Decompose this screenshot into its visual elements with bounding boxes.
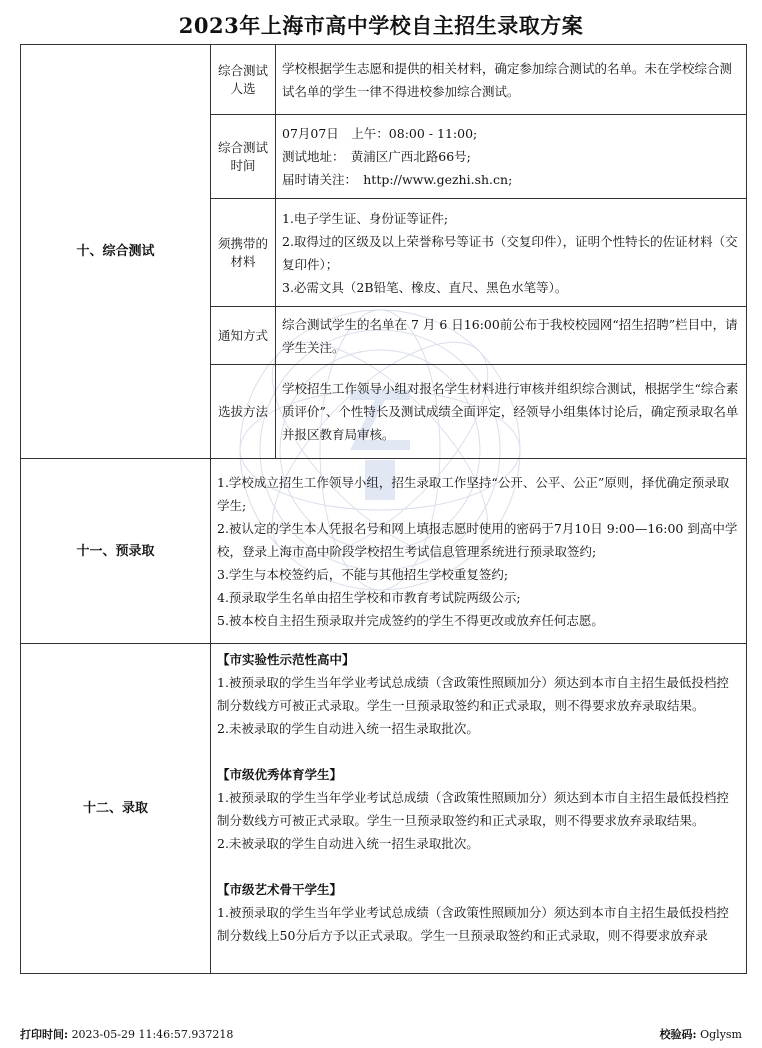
text-line: 届时请关注： http://www.gezhi.sh.cn;	[282, 172, 513, 187]
row-content-test-time	[276, 115, 747, 199]
row-label-test-time: 综合测试时间	[211, 115, 276, 199]
group-heading: 【市实验性示范性高中】	[217, 652, 355, 667]
row-content-notification	[276, 307, 747, 365]
row-content-materials	[276, 199, 747, 307]
text-line: 1.被预录取的学生当年学业考试总成绩（含政策性照顾加分）须达到本市自主招生最低投档控制分数线上50分后方予以正式录取。学生一旦预录取签约和正式录取，则不得要求放弃录	[217, 905, 729, 943]
section-label-comprehensive-test: 十、综合测试	[21, 45, 211, 459]
section-content-pre-admission	[211, 459, 747, 644]
text-line: 3.必需文具（2B铅笔、橡皮、直尺、黑色水笔等）。	[282, 279, 568, 295]
text-line: 综合测试学生的名单在 7 月 6 日16:00前公布于我校校园网“招生招聘”栏目中，请学生关注。	[282, 316, 738, 355]
text-line: 2.未被录取的学生自动进入统一招生录取批次。	[217, 721, 479, 736]
row-label-selection-method: 选拔方法	[211, 365, 276, 459]
page-title: 2023年上海市高中学校自主招生录取方案	[178, 13, 584, 38]
check-code-value: Oglysm	[700, 1028, 742, 1041]
text-line: 2.未被录取的学生自动进入统一招生录取批次。	[217, 836, 479, 851]
admission-table	[20, 44, 747, 974]
text-line: 1.被预录取的学生当年学业考试总成绩（含政策性照顾加分）须达到本市自主招生最低投档控制分数线方可被正式录取。学生一旦预录取签约和正式录取，则不得要求放弃录取结果。	[217, 675, 729, 713]
section-content-admission	[211, 644, 747, 974]
text-line: 2.被认定的学生本人凭报名号和网上填报志愿时使用的密码于7月10日 9:00—16:00 到高中学校，登录上海市高中阶段学校招生考试信息管理系统进行预录取签约;	[217, 520, 738, 559]
group-heading: 【市级优秀体育学生】	[217, 767, 343, 782]
row-content-selection-method	[276, 365, 747, 459]
section-label-admission: 十二、录取	[21, 644, 211, 974]
text-line: 测试地址： 黄浦区广西北路66号;	[282, 149, 471, 164]
print-time-label: 打印时间:	[20, 1028, 69, 1041]
text-line: 3.学生与本校签约后，不能与其他招生学校重复签约;	[217, 566, 509, 582]
row-label-materials: 须携带的材料	[211, 199, 276, 307]
print-time	[20, 1026, 233, 1042]
text-line: 2.取得过的区级及以上荣誉称号等证书（交复印件），证明个性特长的佐证材料（交复印件）；	[282, 233, 738, 272]
check-code	[660, 1026, 742, 1042]
text-line: 1.被预录取的学生当年学业考试总成绩（含政策性照顾加分）须达到本市自主招生最低投档控制分数线方可被正式录取。学生一旦预录取签约和正式录取，则不得要求放弃录取结果。	[217, 790, 729, 828]
text-line: 1.电子学生证、身份证等证件;	[282, 210, 449, 226]
text-line: 07月07日 上午：08:00 - 11:00;	[282, 126, 478, 141]
row-label-test-candidates: 综合测试人选	[211, 45, 276, 115]
text-line: 1.学校成立招生工作领导小组，招生录取工作坚持“公开、公平、公正”原则，择优确定预录取学生;	[217, 474, 730, 513]
text-line: 学校根据学生志愿和提供的相关材料，确定参加综合测试的名单。未在学校综合测试名单的学生一律不得进校参加综合测试。	[282, 60, 733, 99]
row-label-notification: 通知方式	[211, 307, 276, 365]
text-line: 4.预录取学生名单由招生学校和市教育考试院两级公示;	[217, 589, 521, 605]
text-line: 学校招生工作领导小组对报名学生材料进行审核并组织综合测试，根据学生“综合素质评价”、个性特长及测试成绩全面评定，经领导小组集体讨论后，确定预录取名单并报区教育局审核。	[282, 381, 739, 442]
check-code-label: 校验码:	[659, 1028, 697, 1041]
text-line: 5.被本校自主招生预录取并完成签约的学生不得更改或放弃任何志愿。	[217, 612, 604, 628]
print-time-value: 2023-05-29 11:46:57.937218	[71, 1028, 234, 1041]
row-content-test-candidates	[276, 45, 747, 115]
section-label-pre-admission: 十一、预录取	[21, 459, 211, 644]
group-heading: 【市级艺术骨干学生】	[217, 882, 343, 897]
